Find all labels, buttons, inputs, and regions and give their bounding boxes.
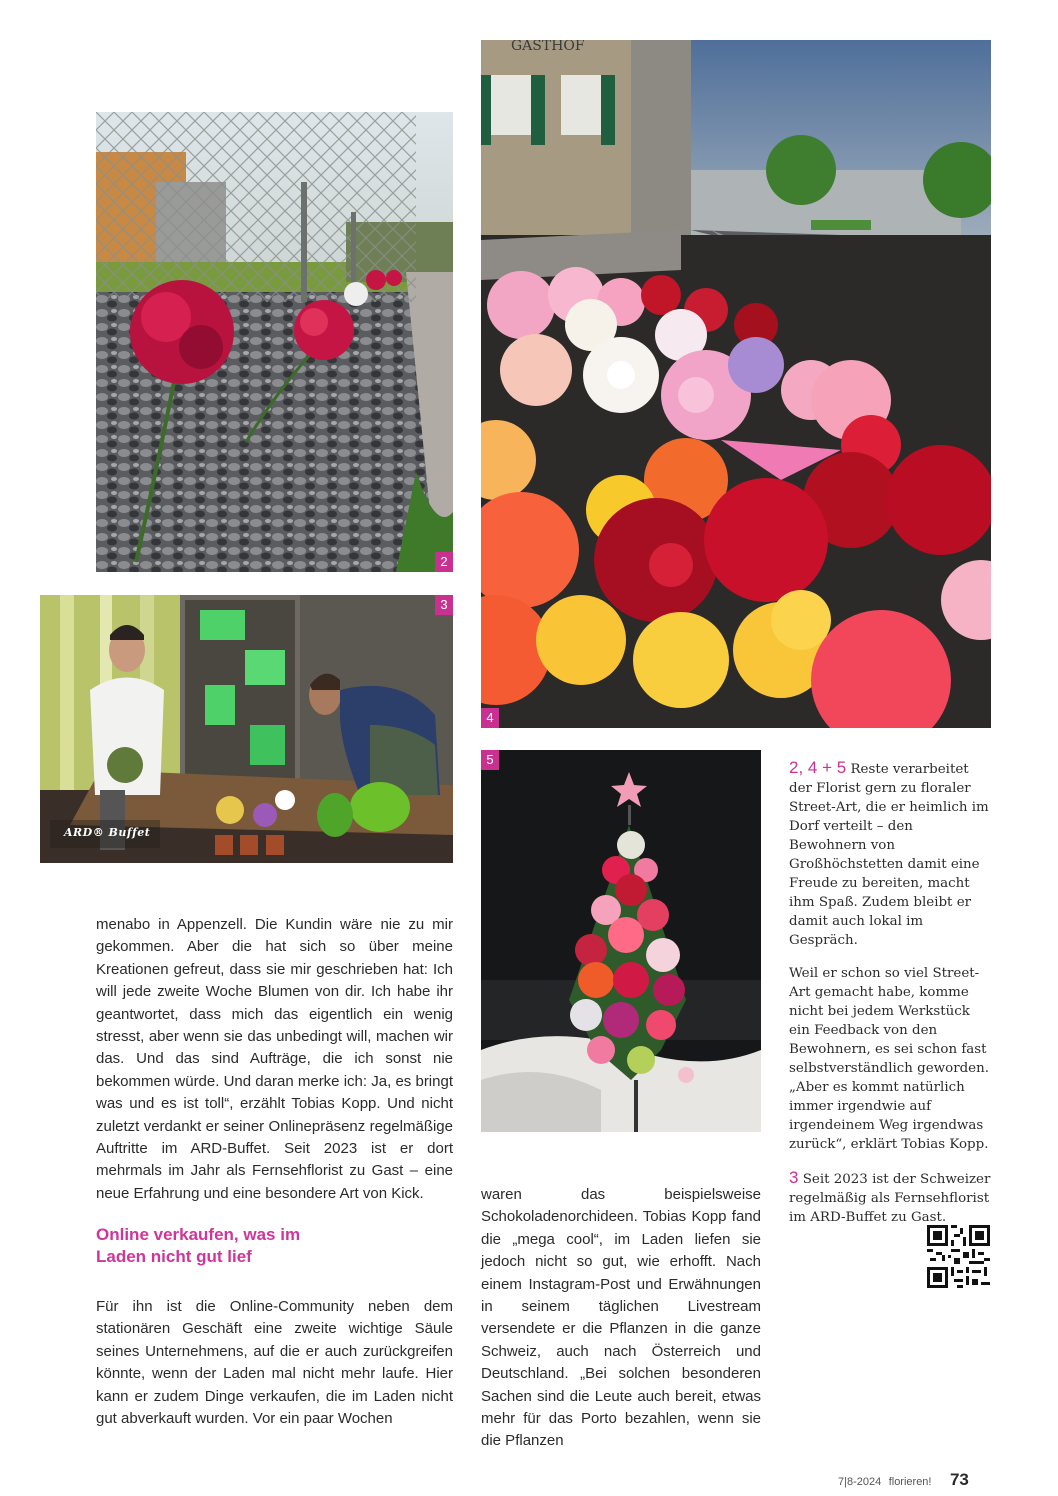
caption-2-4-5: 2, 4 + 5 Reste verarbeitet der Florist gern zu floraler Street-Art, die er heimlich im Dorf verteilt – den Bewohnern von Großhöchstetten damit eine Freude zu bereiten, macht ihm Spaß. Zudem bleibt er damit auch lokal im Gespräch. — [789, 758, 989, 948]
subheading-line-2: Laden nicht gut lief — [96, 1247, 252, 1266]
issue-number: 7|8-2024 — [838, 1476, 882, 1488]
qr-code-icon[interactable] — [927, 1225, 990, 1288]
ard-buffet-logo: ARD® Buffet — [64, 826, 151, 839]
caption-quote: Weil er schon so viel Street-Art gemacht habe, komme nicht bei jedem Werkstück ein Feedback von den Bewohnern, es sei schon fast selbstverständlich geworden. „Aber es kommt natürlich immer irgendwie auf irgendeinem Weg irgendwas zurück“, erklärt Tobias Kopp. — [789, 966, 989, 1152]
photo-number-badge: 5 — [481, 750, 499, 770]
photo-number-badge: 4 — [481, 708, 499, 728]
subheading-line-1: Online verkaufen, was im — [96, 1225, 301, 1244]
photo-flower-tree-night — [481, 750, 761, 1132]
page-footer — [838, 1470, 998, 1490]
gasthof-sign: GASTHOF — [511, 40, 585, 54]
photo-ard-buffet-studio — [40, 595, 453, 863]
caption-number: 3 — [789, 1168, 799, 1187]
photo-number-badge: 2 — [435, 552, 453, 572]
photo-captions — [789, 758, 993, 1241]
photo-number-badge: 3 — [435, 595, 453, 615]
article-column-1-paragraph-1: menabo in Appenzell. Die Kundin wäre nie zu mir gekommen. Aber die hat sich so über meine Kreationen gefreut, dass sie mir geschrieben hat: Ich will jede zweite Woche Blumen von dir. Ich habe ihr geantwortet, dass mich das eigentlich ein wenig stresst, aber wenn sie das unbedingt will, machen wir das. Und das sind Aufträge, die ich sonst nie bekommen würde. Und daran merke ich: Ja, es bringt was und es ist toll“, erzählt Tobias Kopp. Und nicht zuletzt verdankt er seiner Onlinepräsenz regelmäßige Auftritte im ARD-Buffet. Seit 2023 ist er dort mehrmals im Jahr als Fernsehflorist zu Gast – eine neue Erfahrung und eine besondere Art von Kick. — [96, 916, 453, 1202]
section-subheading — [96, 1224, 453, 1268]
article-column-2-paragraph: waren das beispielsweise Schokoladenorchideen. Tobias Kopp fand die „mega cool“, im Laden liefen sie jedoch nicht so gut, wie erhofft. Nach einem Instagram-Post und Erwähnungen in seinem täglichen Livestream versendete er die Pflanzen in die ganze Schweiz, auch nach Österreich und Deutschland. „Bei solchen besonderen Sachen sind die Leute auch bereit, etwas mehr für das Porto bezahlen, wenn sie die Pflanzen — [481, 1186, 761, 1450]
photo-street-art-fence — [96, 112, 453, 572]
article-column-1-paragraph-2: Für ihn ist die Online-Community neben dem stationären Geschäft eine zweite wichtige Säule seines Unternehmens, auf die er auch zurückgreifen könnte, wenn der Laden mal nicht mehr laufe. Hier kann er zudem Dinge verkaufen, die im Laden nicht gut abverkauft wurden. Vor ein paar Wochen — [96, 1298, 453, 1428]
caption-3: 3 Seit 2023 ist der Schweizer regelmäßig als Fernsehflorist im ARD-Buffet zu Gast. — [789, 1168, 991, 1225]
page-number: 73 — [949, 1470, 969, 1489]
photo-fountain-roses — [481, 40, 991, 728]
magazine-name: florieren! — [888, 1476, 932, 1488]
caption-number: 2, 4 + 5 — [789, 758, 847, 777]
